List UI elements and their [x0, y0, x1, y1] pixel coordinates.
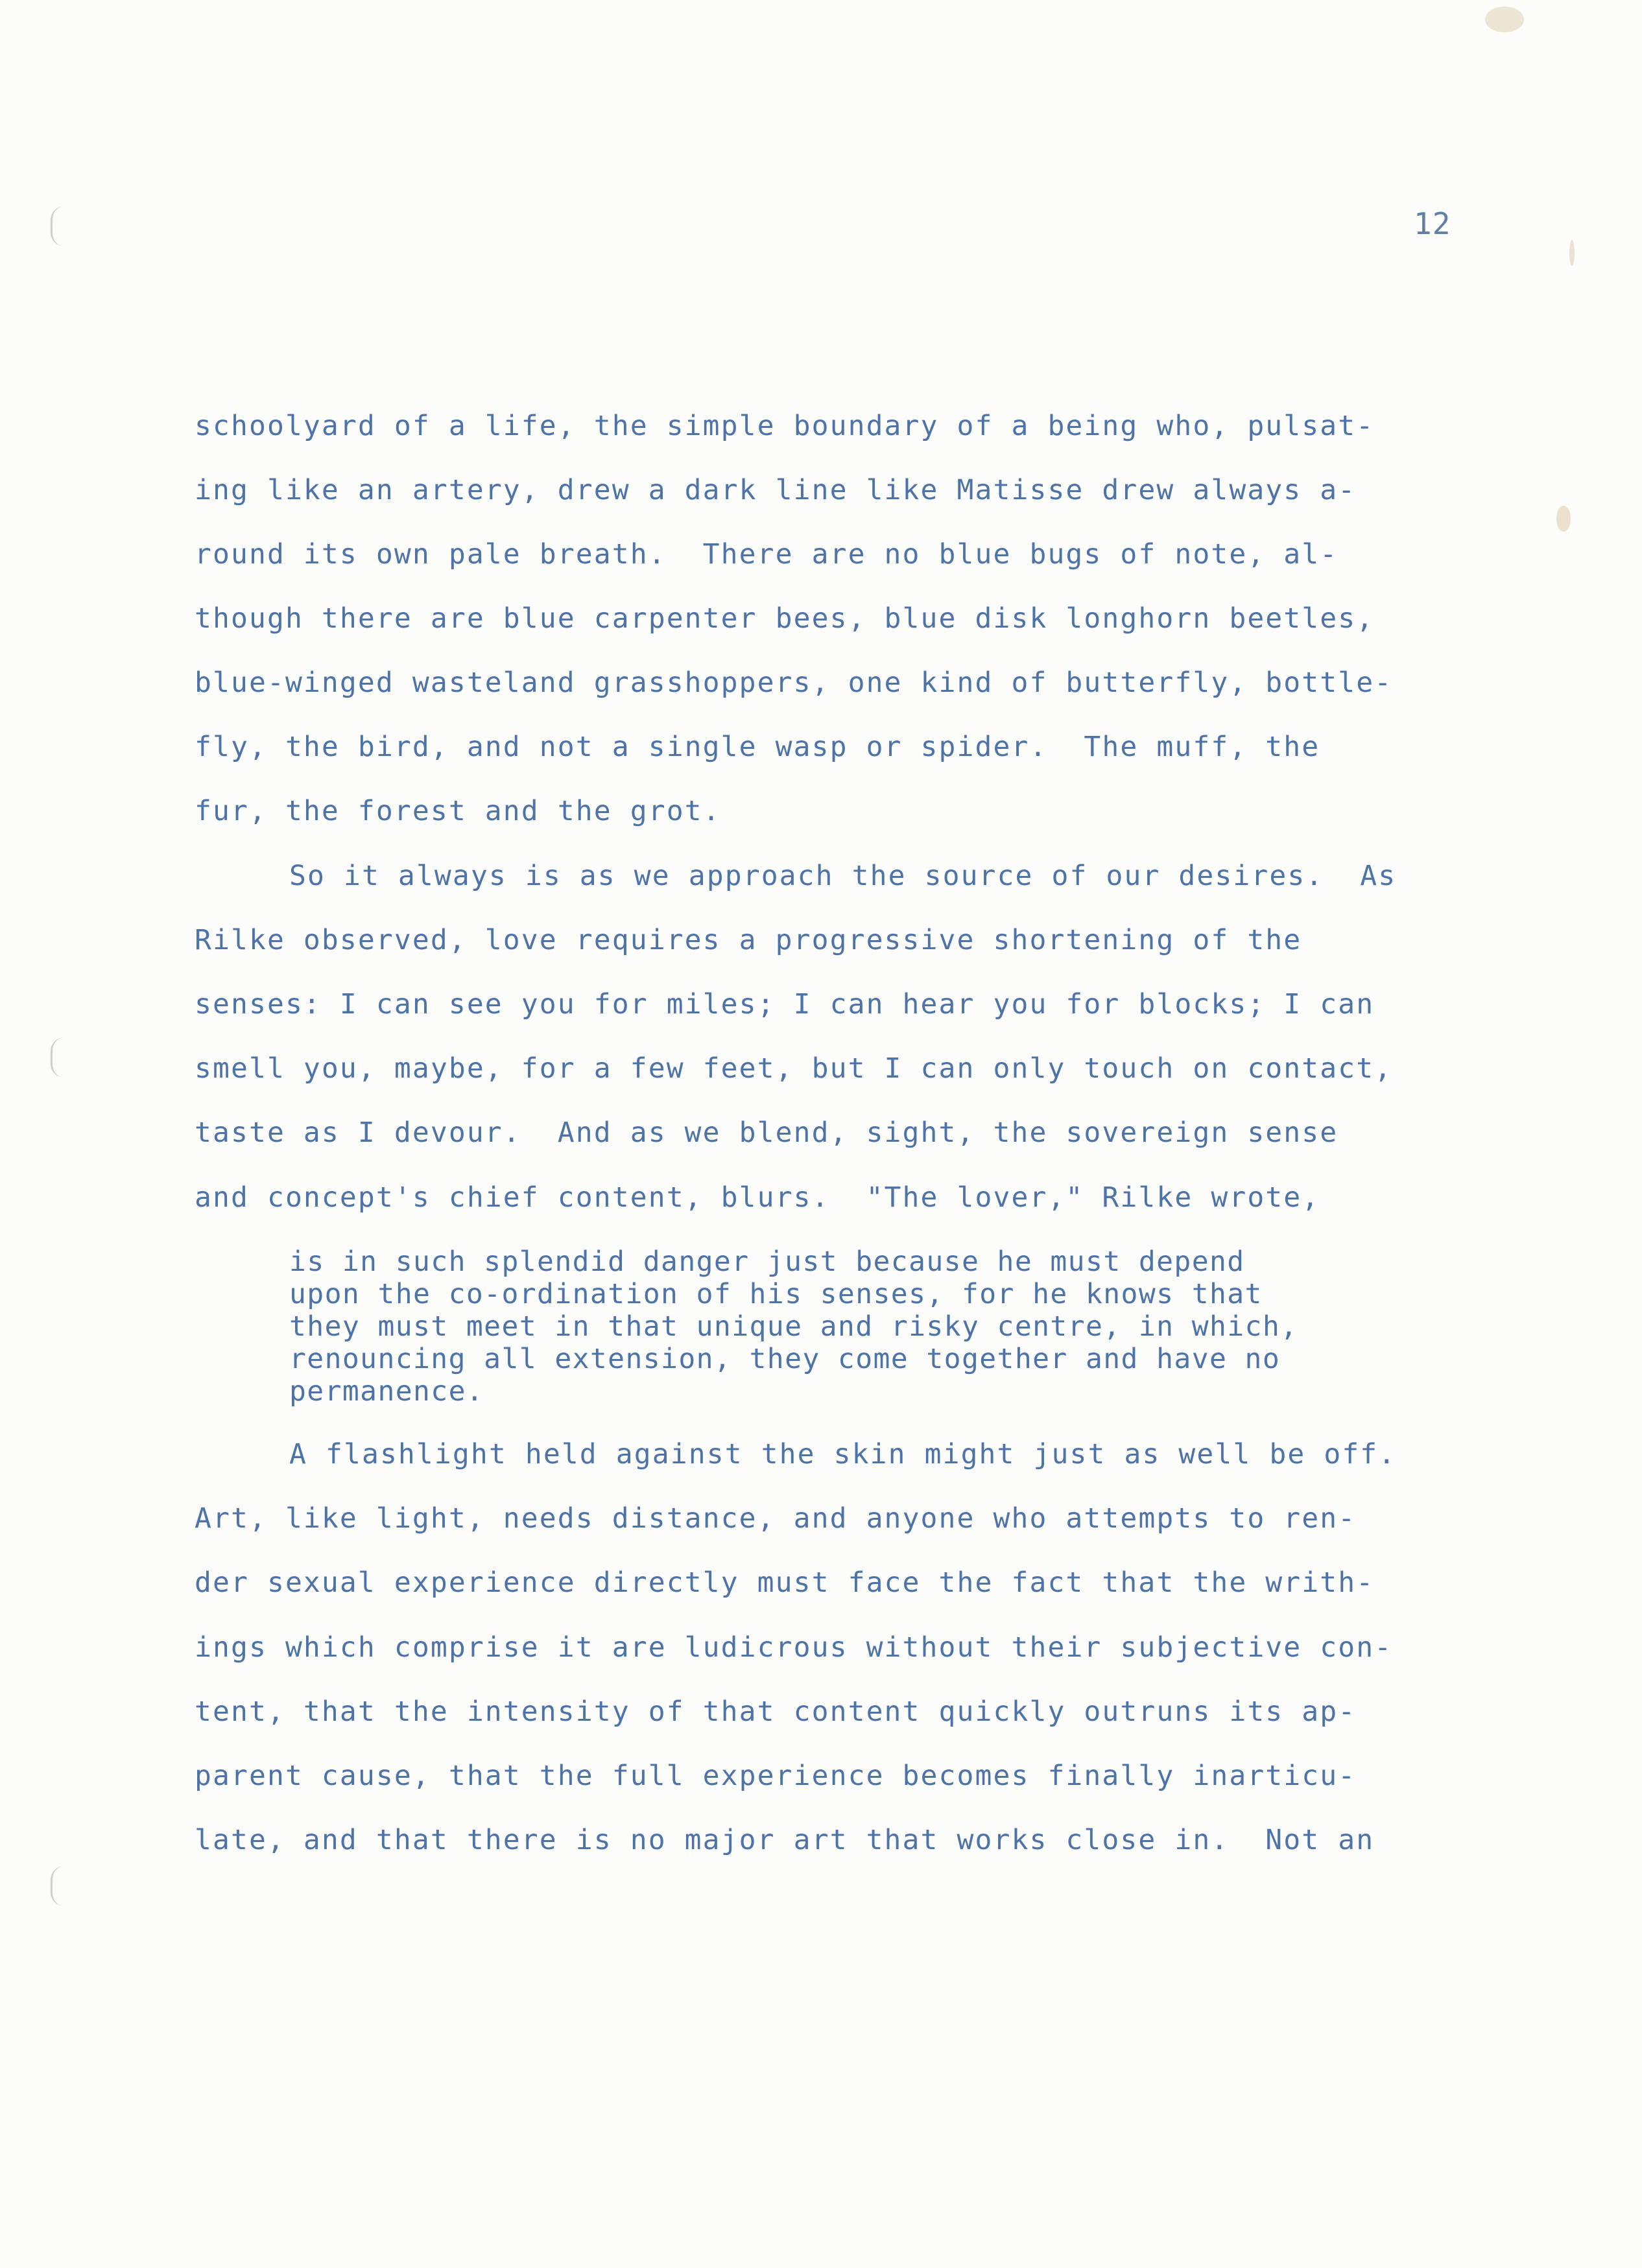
text-line: der sexual experience directly must face the fact that the writh- — [195, 1566, 1375, 1599]
paper-stain — [1569, 240, 1575, 266]
block-quote-line: renouncing all extension, they come together and have no — [289, 1343, 1281, 1375]
text-line: Rilke observed, love requires a progressive shortening of the — [195, 924, 1302, 956]
paper-stain — [1485, 6, 1524, 32]
binder-hole-mark — [51, 206, 64, 246]
text-line: parent cause, that the full experience becomes finally inarticu- — [195, 1760, 1357, 1792]
text-line: and concept's chief content, blurs. "The lover," Rilke wrote, — [195, 1181, 1320, 1214]
binder-hole-mark — [51, 1866, 64, 1906]
text-line: ings which comprise it are ludicrous without their subjective con- — [195, 1631, 1393, 1664]
text-line: taste as I devour. And as we blend, sight, the sovereign sense — [195, 1116, 1339, 1149]
block-quote-line: permanence. — [289, 1375, 484, 1408]
text-line: tent, that the intensity of that content quickly outruns its ap- — [195, 1695, 1357, 1728]
text-line: round its own pale breath. There are no blue bugs of note, al- — [195, 538, 1339, 571]
text-line: So it always is as we approach the source of our desires. As — [289, 860, 1397, 892]
block-quote-line: is in such splendid danger just because he must depend — [289, 1246, 1245, 1278]
text-line: senses: I can see you for miles; I can hear you for blocks; I can — [195, 988, 1375, 1021]
text-line: late, and that there is no major art that works close in. Not an — [195, 1824, 1375, 1856]
block-quote-line: they must meet in that unique and risky centre, in which, — [289, 1310, 1298, 1343]
paper-stain — [1556, 506, 1571, 532]
binder-hole-mark — [51, 1037, 64, 1078]
text-line: schoolyard of a life, the simple boundary of a being who, pulsat- — [195, 410, 1375, 442]
text-line: fly, the bird, and not a single wasp or spider. The muff, the — [195, 731, 1320, 763]
text-line: A flashlight held against the skin might just as well be off. — [289, 1438, 1397, 1471]
text-line: though there are blue carpenter bees, blue disk longhorn beetles, — [195, 602, 1375, 635]
text-line: ing like an artery, drew a dark line like Matisse drew always a- — [195, 474, 1357, 506]
text-line: blue-winged wasteland grasshoppers, one kind of butterfly, bottle- — [195, 667, 1393, 699]
text-line: fur, the forest and the grot. — [195, 795, 721, 827]
page-number: 12 — [1414, 206, 1451, 241]
block-quote-line: upon the co-ordination of his senses, for he knows that — [289, 1278, 1263, 1310]
text-line: smell you, maybe, for a few feet, but I can only touch on contact, — [195, 1052, 1393, 1085]
text-line: Art, like light, needs distance, and anyone who attempts to ren- — [195, 1502, 1357, 1535]
